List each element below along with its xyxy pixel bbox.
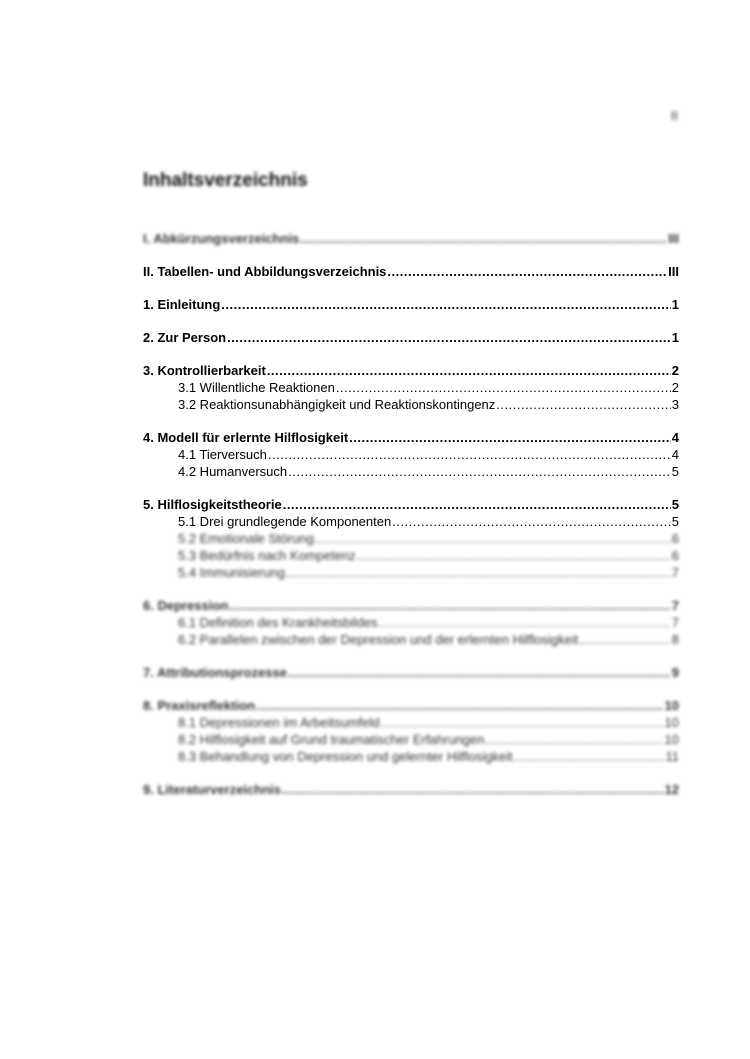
toc-subsection-entry (143, 530, 679, 547)
toc-dot-leader (288, 463, 671, 480)
toc-entry-label: 9. Literaturverzeichnis (143, 782, 281, 797)
toc-dot-leader (357, 547, 671, 564)
toc-section-entry (143, 597, 679, 614)
toc-entry-page: 4 (671, 430, 679, 445)
toc-dot-leader (288, 664, 671, 681)
toc-entry-page: 1 (671, 330, 679, 345)
toc-entry-label: II. Tabellen- und Abbildungsverzeichnis (143, 264, 387, 279)
toc-dot-leader (227, 329, 671, 346)
toc-subsection-entry (143, 463, 679, 480)
toc-entry-page: III (668, 231, 679, 246)
toc-entry-label: 5.1 Drei grundlegende Komponenten (178, 514, 392, 529)
toc-entry-label: 6.1 Definition des Krankheitsbildes (178, 615, 378, 630)
toc-section-entry (143, 429, 679, 446)
toc-entry-page: 7 (671, 598, 679, 613)
toc-dot-leader (286, 564, 671, 581)
toc-entry-label: 4.2 Humanversuch (178, 464, 288, 479)
toc-subsection-entry (143, 714, 679, 731)
toc-dot-leader (256, 697, 664, 714)
toc-dot-leader (579, 631, 670, 648)
toc-section-entry (143, 781, 679, 798)
toc-dot-leader (381, 714, 664, 731)
toc-entry-page: 11 (665, 749, 679, 764)
toc-title: Inhaltsverzeichnis (143, 170, 308, 191)
toc-entry-label: 4.1 Tierversuch (178, 447, 267, 462)
toc-entry-label: 2. Zur Person (143, 330, 227, 345)
toc-entry-page: 10 (664, 698, 679, 713)
toc-subsection-entry (143, 396, 679, 413)
toc-entry-page: 2 (671, 380, 679, 395)
toc-entry-label: 1. Einleitung (143, 297, 221, 312)
toc-entry-label: 5.3 Bedürfnis nach Kompetenz (178, 548, 356, 563)
toc-entry-page: 7 (671, 615, 679, 630)
toc-dot-leader (300, 230, 667, 247)
toc-section-entry (143, 263, 679, 280)
toc-entry-page: 9 (671, 665, 679, 680)
toc-entry-label: 5.4 Immunisierung (178, 565, 285, 580)
toc-dot-leader (336, 379, 671, 396)
toc-entry-label: 4. Modell für erlernte Hilflosigkeit (143, 430, 349, 445)
toc-section-entry (143, 496, 679, 513)
toc-entry-label: 7. Attributionsprozesse (143, 665, 287, 680)
toc-entry-page: 6 (671, 548, 679, 563)
toc-dot-leader (392, 513, 671, 530)
toc-dot-leader (282, 781, 664, 798)
toc-dot-leader (349, 429, 671, 446)
toc-entry-label: 8.2 Hilflosigkeit auf Grund traumatischer Erfahrungen (178, 732, 485, 747)
toc-entry-page: 2 (671, 363, 679, 378)
toc-entry-page: 10 (664, 715, 679, 730)
toc-section-entry (143, 230, 679, 247)
toc-entry-page: III (668, 264, 679, 279)
toc-dot-leader (485, 731, 663, 748)
toc-subsection-entry (143, 614, 679, 631)
toc-subsection-entry (143, 564, 679, 581)
toc-dot-leader (514, 748, 665, 765)
toc-subsection-entry (143, 631, 679, 648)
toc-dot-leader (267, 362, 671, 379)
toc-entry-label: 6.2 Parallelen zwischen der Depression und der erlernten Hilflosigkeit (178, 632, 579, 647)
toc-entry-page: 1 (671, 297, 679, 312)
toc-section-entry (143, 296, 679, 313)
toc-entry-page: 4 (671, 447, 679, 462)
toc-subsection-entry (143, 748, 679, 765)
toc-dot-leader (283, 496, 671, 513)
toc-entry-label: 6. Depression (143, 598, 229, 613)
toc-subsection-entry (143, 513, 679, 530)
toc-dot-leader (229, 597, 671, 614)
toc-entry-label: I. Abkürzungsverzeichnis (143, 231, 300, 246)
toc-entry-label: 8.1 Depressionen im Arbeitsumfeld (178, 715, 380, 730)
toc-section-entry (143, 697, 679, 714)
toc-dot-leader (315, 530, 671, 547)
toc-entry-page: 12 (664, 782, 679, 797)
toc-entry-label: 5.2 Emotionale Störung (178, 531, 314, 546)
toc-entry-page: 7 (671, 565, 679, 580)
toc-entry-page: 3 (671, 397, 679, 412)
toc-entry-page: 6 (671, 531, 679, 546)
toc-entry-label: 5. Hilflosigkeitstheorie (143, 497, 282, 512)
toc-section-entry (143, 362, 679, 379)
toc-subsection-entry (143, 446, 679, 463)
toc-subsection-entry (143, 547, 679, 564)
toc-section-entry (143, 664, 679, 681)
toc-dot-leader (221, 296, 670, 313)
toc-entry-label: 8.3 Behandlung von Depression und gelernter Hilflosigkeit (178, 749, 513, 764)
page-number: II (670, 108, 678, 123)
toc-entry-page: 5 (671, 464, 679, 479)
toc-entry-page: 5 (671, 514, 679, 529)
toc-dot-leader (387, 263, 667, 280)
toc-subsection-entry (143, 731, 679, 748)
toc-subsection-entry (143, 379, 679, 396)
toc-entry-page: 5 (671, 497, 679, 512)
toc-entry-label: 3.2 Reaktionsunabhängigkeit und Reaktionskontingenz (178, 397, 496, 412)
toc-entry-label: 3.1 Willentliche Reaktionen (178, 380, 335, 395)
toc-entry-page: 8 (671, 632, 679, 647)
toc-section-entry (143, 329, 679, 346)
toc-dot-leader (378, 614, 670, 631)
toc-entry-label: 3. Kontrollierbarkeit (143, 363, 266, 378)
toc-dot-leader (496, 396, 670, 413)
toc-dot-leader (268, 446, 671, 463)
table-of-contents (143, 230, 679, 798)
toc-entry-page: 10 (664, 732, 679, 747)
toc-entry-label: 8. Praxisreflektion (143, 698, 255, 713)
